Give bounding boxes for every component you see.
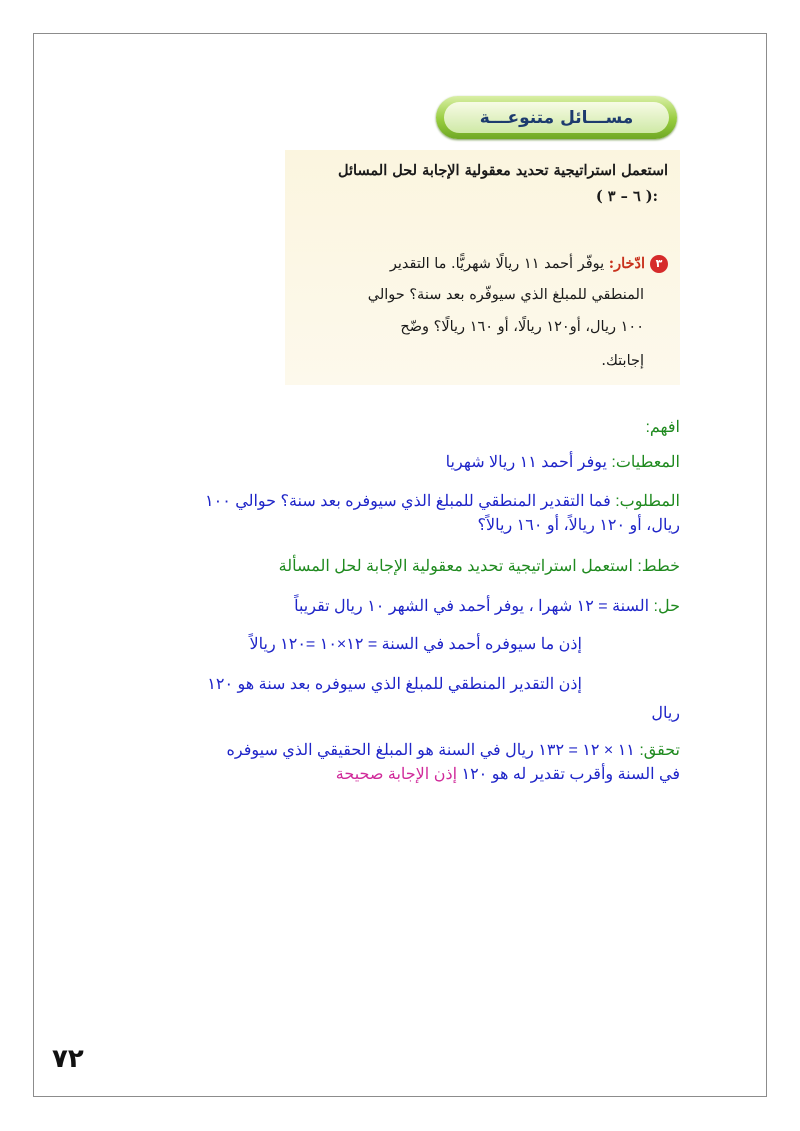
solve-line-3: إذن التقدير المنطقي للمبلغ الذي سيوفره بعد سنة هو ١٢٠ (207, 676, 582, 693)
givens-text: يوفر أحمد ١١ ريالا شهريا (445, 454, 612, 471)
problem-line-2: المنطقي للمبلغ الذي سيوفّره بعد سنة؟ حوالي (367, 287, 644, 303)
check-line-1 (227, 741, 681, 761)
strategy-range: :( ٦ – ٣ ) (595, 188, 658, 205)
plan-text: استعمل استراتيجية تحديد معقولية الإجابة لحل المسألة (278, 558, 638, 575)
required-line-2: ريال، أو ١٢٠ ريالاً، أو ١٦٠ ريالاً؟ (477, 517, 680, 534)
problem-line-3: ١٠٠ ريال، أو١٢٠ ريالًا، أو ١٦٠ ريالًا؟ وضّح (400, 319, 644, 335)
problem-text-1: يوفّر أحمد ١١ ريالًا شهريًّا. ما التقدير (389, 256, 605, 272)
givens-line (446, 453, 680, 473)
givens-label: المعطيات: (611, 454, 680, 471)
section-banner-title: مســـائل متنوعـــة (479, 107, 634, 128)
solve-line-2: إذن ما سيوفره أحمد في السنة = ١٢×١٠ =١٢٠ ريالاً (249, 636, 582, 653)
check-conclusion: إذن الإجابة صحيحة (335, 766, 458, 783)
section-banner-inner (444, 102, 669, 133)
solve-text-1: السنة = ١٢ شهرا ، يوفر أحمد في الشهر ١٠ ريال تقريباً (294, 598, 654, 615)
solve-label: حل: (653, 598, 680, 615)
check-label: تحقق: (639, 742, 680, 759)
check-text-2: في السنة وأقرب تقدير له هو ١٢٠ (457, 766, 680, 783)
problem-number-badge: ٣ (650, 255, 668, 273)
solve-line-1 (294, 597, 680, 617)
plan-label: خطط: (637, 558, 680, 575)
solve-line-4: ريال (651, 705, 680, 722)
section-banner (436, 96, 677, 139)
page-number: ٧٢ (52, 1044, 84, 1074)
required-label: المطلوب: (615, 493, 680, 510)
textbook-excerpt (285, 150, 680, 385)
strategy-instruction: استعمل استراتيجية تحديد معقولية الإجابة لحل المسائل (338, 162, 668, 179)
required-line-1 (205, 492, 680, 512)
check-line-2 (336, 765, 680, 785)
problem-line-4: إجابتك. (601, 353, 644, 369)
check-text-1: ١١ × ١٢ = ١٣٢ ريال في السنة هو المبلغ الحقيقي الذي سيوفره (226, 742, 640, 759)
plan-line (279, 557, 680, 577)
problem-line-1 (390, 255, 668, 273)
problem-label: ادّخار: (608, 255, 645, 272)
required-text-1: فما التقدير المنطقي للمبلغ الذي سيوفره بعد سنة؟ حوالي ١٠٠ (205, 493, 616, 510)
understand-heading: افهم: (645, 419, 680, 436)
